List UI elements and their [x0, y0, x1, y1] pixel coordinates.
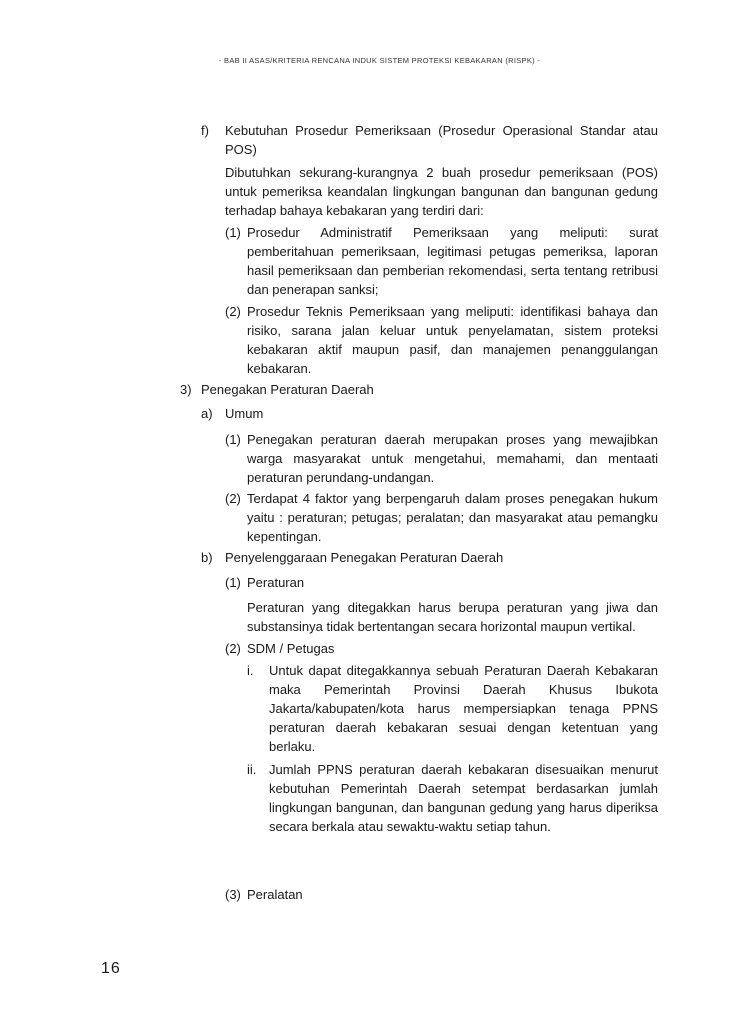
section-3a-label: a) — [201, 406, 213, 421]
section-3a-2 — [225, 489, 658, 546]
section-3b-2-ii — [247, 760, 658, 836]
section-3 — [180, 380, 658, 399]
section-3b-3-label: (3) — [225, 887, 241, 902]
item-f-label: f) — [201, 123, 209, 138]
section-3b-3 — [225, 885, 658, 904]
section-3b-title: Penyelenggaraan Penegakan Peraturan Daerah — [225, 550, 504, 565]
section-3a-1 — [225, 430, 658, 487]
section-3a — [201, 404, 658, 423]
section-3b-2-ii-text: Jumlah PPNS peraturan daerah kebakaran disesuaikan menurut kebutuhan Pemerintah Daerah setempat berdasarkan jumlah lingkungan bangunan, dan bangunan gedung yang harus diperiksa secara berkala atau sewaktu-waktu setiap tahun. — [269, 762, 658, 834]
section-3b-2-i-text: Untuk dapat ditegakkannya sebuah Peraturan Daerah Kebakaran maka Pemerintah Provinsi Daerah Khusus Ibukota Jakarta/kabupaten/kota harus mempersiapkan tenaga PPNS peraturan daerah kebakaran sesuai dengan ketentuan yang berlaku. — [269, 663, 658, 754]
item-f-2 — [225, 302, 658, 378]
section-3a-1-label: (1) — [225, 432, 241, 447]
running-header: - BAB II ASAS/KRITERIA RENCANA INDUK SISTEM PROTEKSI KEBAKARAN (RISPK) - — [218, 56, 541, 65]
section-3b-2-title: SDM / Petugas — [247, 641, 335, 656]
item-f-1 — [225, 223, 658, 299]
section-3a-2-text: Terdapat 4 faktor yang berpengaruh dalam proses penegakan hukum yaitu : peraturan; petugas; peralatan; dan masyarakat atau pemangku kepentingan. — [247, 491, 658, 544]
item-f-paragraph: Dibutuhkan sekurang-kurangnya 2 buah prosedur pemeriksaan (POS) untuk pemeriksa keandalan lingkungan bangunan dan bangunan gedung terhadap bahaya kebakaran yang terdiri dari: — [225, 165, 658, 218]
section-3b-2-ii-label: ii. — [247, 762, 257, 777]
item-f-title: Kebutuhan Prosedur Pemeriksaan (Prosedur Operasional Standar atau POS) — [225, 123, 658, 157]
section-3a-title: Umum — [225, 406, 264, 421]
section-3b-label: b) — [201, 550, 213, 565]
section-3a-2-label: (2) — [225, 491, 241, 506]
item-f-2-text: Prosedur Teknis Pemeriksaan yang meliputi: identifikasi bahaya dan risiko, sarana jalan keluar untuk penyelamatan, sistem proteksi kebakaran aktif maupun pasif, dan manajemen penanggulangan kebakaran. — [247, 304, 658, 376]
section-3b-1-label: (1) — [225, 575, 241, 590]
section-3a-1-text: Penegakan peraturan daerah merupakan proses yang mewajibkan warga masyarakat untuk mengetahui, memahami, dan mentaati peraturan perundang-undangan. — [247, 432, 658, 485]
section-3b-2-label: (2) — [225, 641, 241, 656]
page-number: 16 — [101, 960, 121, 977]
section-3b-2 — [225, 639, 658, 658]
section-3b-1-title: Peraturan — [247, 575, 305, 590]
item-f-1-label: (1) — [225, 225, 241, 240]
section-3-title: Penegakan Peraturan Daerah — [201, 382, 374, 397]
section-3b — [201, 548, 658, 567]
section-3b-2-i-label: i. — [247, 663, 254, 678]
section-3-label: 3) — [180, 382, 192, 397]
item-f — [201, 121, 658, 159]
section-3b-2-i — [247, 661, 658, 756]
item-f-1-text: Prosedur Administratif Pemeriksaan yang meliputi: surat pemberitahuan pemeriksaan, legitimasi petugas pemeriksa, laporan hasil pemeriksaan dan pemberian rekomendasi, serta tentang retribusi dan penerapan sanksi; — [247, 225, 658, 297]
section-3b-3-title: Peralatan — [247, 887, 303, 902]
section-3b-1 — [225, 573, 658, 592]
item-f-2-label: (2) — [225, 304, 241, 319]
section-3b-1-text: Peraturan yang ditegakkan harus berupa peraturan yang jiwa dan substansinya tidak bertentangan secara horizontal maupun vertikal. — [247, 600, 658, 634]
